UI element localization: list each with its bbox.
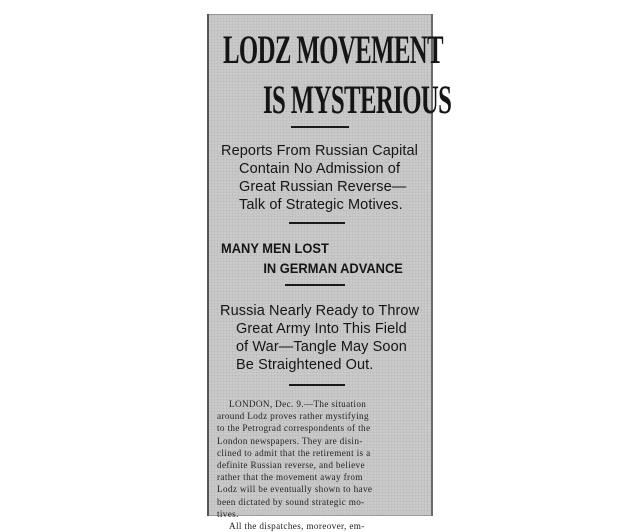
column-rule-left <box>207 14 209 516</box>
deck-2-line: MANY MEN LOST <box>221 240 329 256</box>
body-line: rather that the movement away from <box>217 472 363 483</box>
body-line: London newspapers. They are disin- <box>217 435 363 446</box>
deck-1-line: Contain No Admission of <box>239 161 401 177</box>
body-line: clined to admit that the retirement is a <box>217 447 371 458</box>
body-line: definite Russian reverse, and believe <box>217 460 365 471</box>
body-line: around Lodz proves rather mystifying <box>217 411 369 422</box>
deck-1-line: Great Russian Reverse— <box>239 179 407 195</box>
divider-3 <box>285 284 345 286</box>
article-body <box>217 398 431 532</box>
body-line: All the dispatches, moreover, em- <box>229 521 365 532</box>
divider-1 <box>291 126 349 128</box>
deck-3-line: of War—Tangle May Soon <box>236 339 407 355</box>
deck-1-line: Reports From Russian Capital <box>221 143 419 159</box>
deck-3-line: Russia Nearly Ready to Throw <box>220 303 420 319</box>
deck-2-line: IN GERMAN ADVANCE <box>263 260 403 276</box>
headline-line-1: LODZ MOVEMENT <box>223 27 443 72</box>
body-line: tives. <box>217 508 239 519</box>
divider-2 <box>289 222 345 224</box>
deck-1-line: Talk of Strategic Motives. <box>239 197 403 213</box>
deck-3 <box>220 302 419 374</box>
deck-1 <box>221 142 418 214</box>
deck-2 <box>221 238 403 278</box>
deck-3-line: Great Army Into This Field <box>236 321 407 337</box>
deck-3-line: Be Straightened Out. <box>236 357 374 373</box>
body-line: LONDON, Dec. 9.—The situation <box>229 399 367 409</box>
headline-line-2: IS MYSTERIOUS <box>263 77 452 122</box>
body-line: to the Petrograd correspondents of the <box>217 423 371 434</box>
body-line: Lodz will be eventually shown to have <box>217 484 373 495</box>
newspaper-clipping <box>207 14 452 532</box>
body-line: been dictated by sound strategic mo- <box>217 496 365 507</box>
divider-4 <box>289 384 345 386</box>
